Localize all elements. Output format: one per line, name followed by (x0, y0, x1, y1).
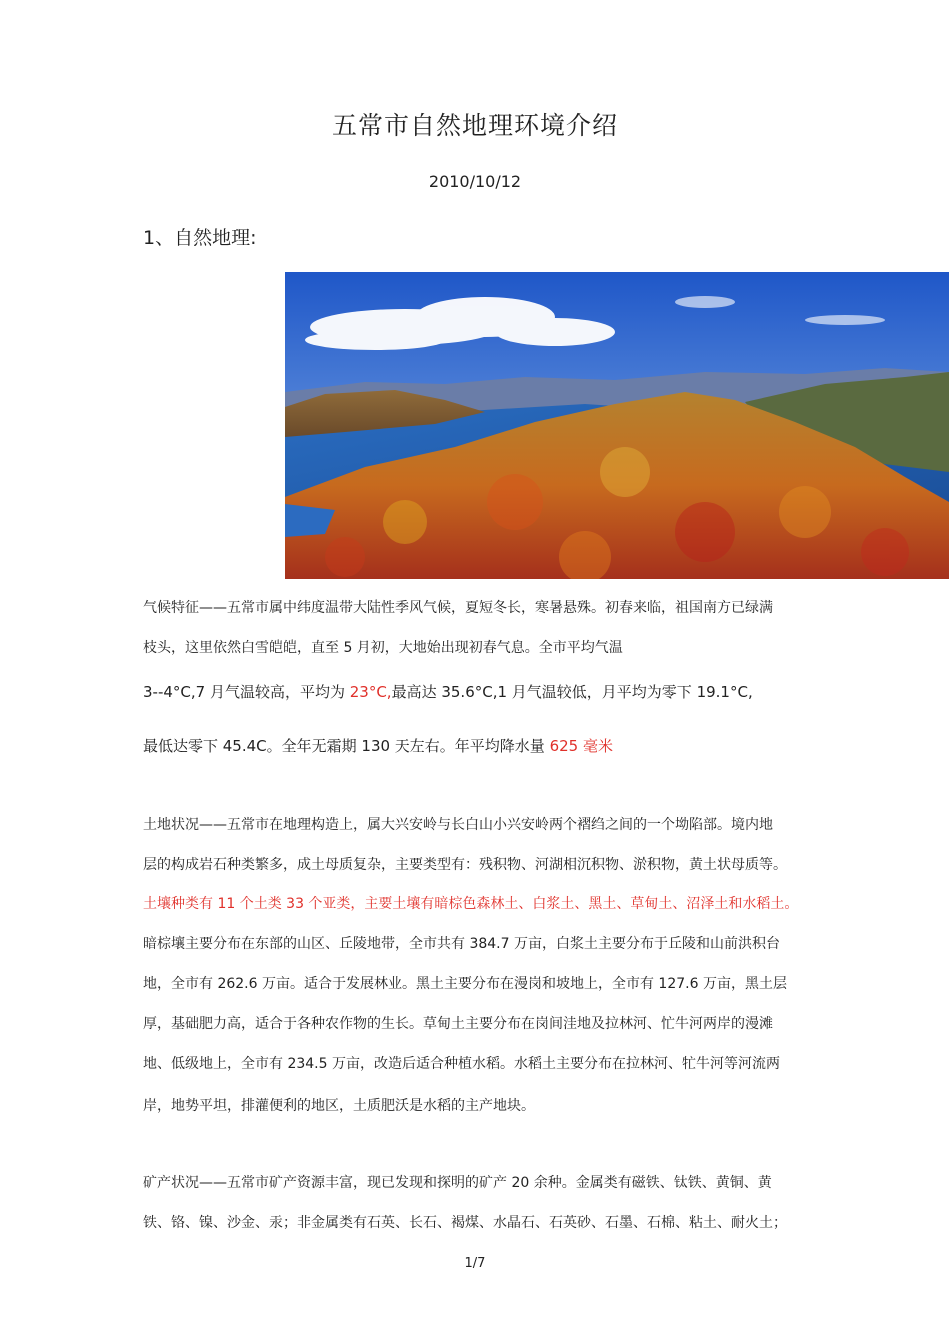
climate-line-3 (143, 681, 753, 702)
avg-july-temp-highlight: 23°C, (349, 683, 392, 701)
soil-types-highlight: 土壤种类有 11 个土类 33 个亚类，主要土壤有暗棕色森林土、白浆土、黑土、草甸土、沼泽土和水稻土。 (143, 896, 799, 912)
climate-line-4-text-a: 最低达零下 45.4C。全年无霜期 130 天左右。年平均降水量 (143, 737, 550, 755)
soil-line-2: 层的构成岩石种类繁多，成土母质复杂，主要类型有：残积物、河湖相沉积物、淤积物，黄土状母质等。 (143, 857, 787, 873)
soil-line-1: 土地状况——五常市在地理构造上，属大兴安岭与长白山小兴安岭两个褶绉之间的一个坳陷部。境内地 (143, 817, 773, 833)
soil-line-8: 岸，地势平坦，排灌便利的地区，土质肥沃是水稻的主产地块。 (143, 1098, 535, 1114)
mineral-line-2: 铁、铬、镍、沙金、汞；非金属类有石英、长石、褐煤、水晶石、石英砂、石墨、石棉、粘土、耐火土； (143, 1215, 787, 1231)
soil-line-5: 地，全市有 262.6 万亩。适合于发展林业。黑土主要分布在漫岗和坡地上，全市有 127.6 万亩，黑土层 (143, 976, 787, 992)
soil-line-6: 厚，基础肥力高，适合于各种农作物的生长。草甸土主要分布在岗间洼地及拉林河、忙牛河两岸的漫滩 (143, 1016, 773, 1032)
climate-line-2: 枝头，这里依然白雪皑皑，直至 5 月初，大地始出现初春气息。全市平均气温 (143, 640, 623, 656)
section-heading: 1、自然地理: (143, 227, 257, 249)
autumn-landscape-image (285, 272, 949, 579)
climate-line-1: 气候特征——五常市属中纬度温带大陆性季风气候，夏短冬长，寒暑悬殊。初春来临，祖国南方已绿满 (143, 600, 773, 616)
document-date: 2010/10/12 (428, 172, 522, 191)
page-number: 1/7 (464, 1256, 486, 1271)
soil-line-4: 暗棕壤主要分布在东部的山区、丘陵地带，全市共有 384.7 万亩，白浆土主要分布于丘陵和山前洪积台 (143, 936, 780, 952)
climate-line-3-text-a: 3--4°C,7 月气温较高，平均为 (143, 683, 350, 701)
climate-line-3-text-c: 最高达 35.6°C,1 月气温较低，月平均为零下 19.1°C, (391, 683, 753, 701)
mineral-line-1: 矿产状况——五常市矿产资源丰富，现已发现和探明的矿产 20 余种。金属类有磁铁、钛铁、黄铜、黄 (143, 1175, 772, 1191)
soil-line-7: 地、低级地上，全市有 234.5 万亩，改造后适合种植水稻。水稻土主要分布在拉林河、牤牛河等河流两 (143, 1056, 780, 1072)
climate-line-4 (143, 735, 613, 756)
precipitation-highlight: 625 毫米 (549, 737, 613, 755)
document-title: 五常市自然地理环境介绍 (331, 111, 618, 140)
